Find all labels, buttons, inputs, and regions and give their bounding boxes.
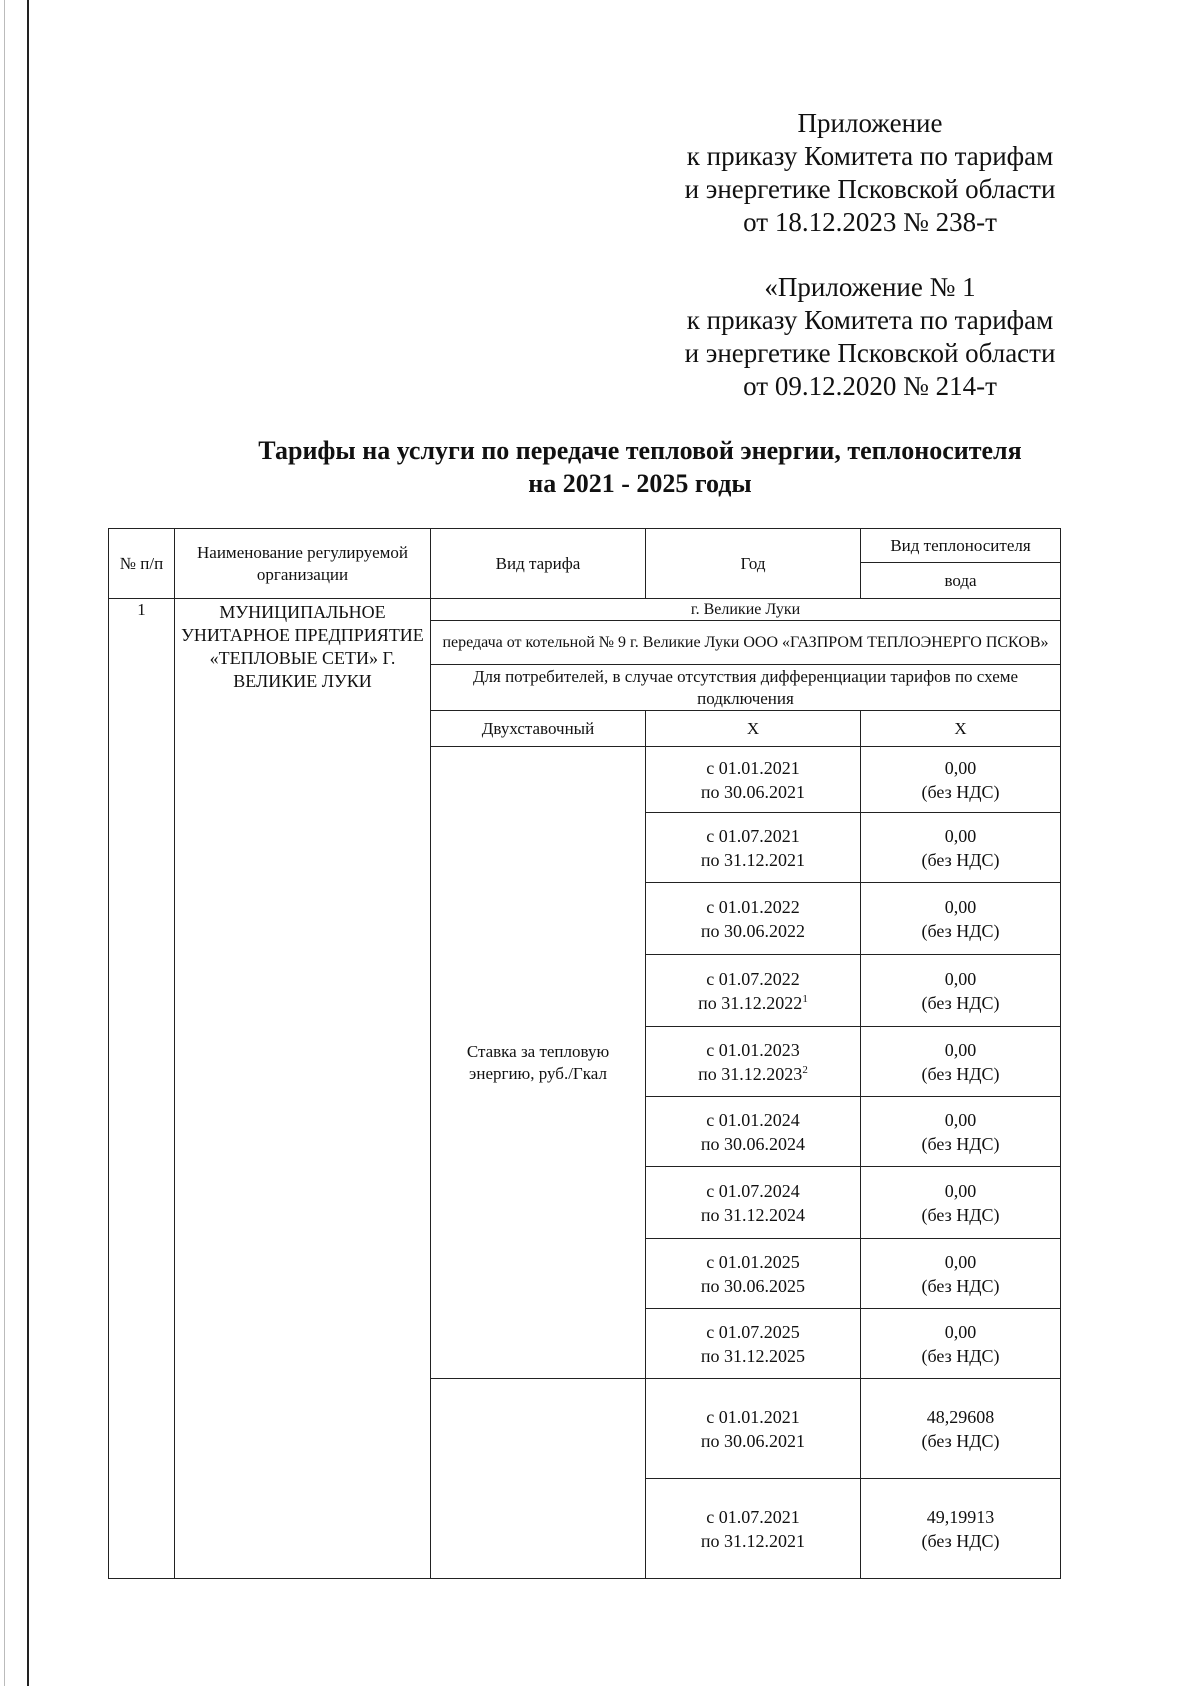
tariff-value-cell: [861, 883, 1061, 955]
tariff-value-cell: [861, 813, 1061, 883]
period-from: с 01.01.2025: [706, 1251, 800, 1272]
period-to: по 31.12.2021: [700, 849, 806, 870]
tariff-value: 48,29608: [926, 1406, 995, 1427]
vat-note: (без НДС): [921, 1530, 1000, 1551]
row-number: 1: [109, 599, 175, 1579]
period-date-cell: [646, 1027, 861, 1097]
rate-label-cell: [431, 747, 646, 1379]
period-to-line: [650, 848, 856, 872]
period-date-cell: [646, 1479, 861, 1579]
scan-border-line: [27, 0, 29, 1686]
tariff-value-cell: [861, 747, 1061, 813]
tariff-value-cell: [861, 1027, 1061, 1097]
period-to-line: [650, 991, 856, 1015]
appendix-header: [660, 107, 1080, 239]
document-title: [200, 434, 1080, 500]
period-from: с 01.01.2021: [706, 1406, 800, 1427]
period-to-line: [650, 1344, 856, 1368]
period-date-cell: [646, 955, 861, 1027]
vat-note: (без НДС): [921, 1204, 1000, 1225]
period-to-line: [650, 780, 856, 804]
period-date-cell: [646, 1167, 861, 1239]
tariff-value-cell: [861, 1239, 1061, 1309]
period-to-line: [650, 1203, 856, 1227]
vat-note: (без НДС): [921, 992, 1000, 1013]
header-line: «Приложение № 1: [764, 272, 976, 302]
tariff-value: 0,00: [944, 1180, 977, 1201]
footnote-mark: 1: [802, 992, 808, 1005]
period-date-cell: [646, 1379, 861, 1479]
period-to-line: [650, 1274, 856, 1298]
tariff-table: [108, 528, 1061, 1579]
appendix-1-header: [660, 271, 1080, 403]
period-from: с 01.01.2023: [706, 1039, 800, 1060]
period-from: с 01.01.2021: [706, 757, 800, 778]
two-rate-value-cell: Х: [861, 711, 1061, 747]
two-rate-year-cell: Х: [646, 711, 861, 747]
period-to: по 31.12.2021: [700, 1530, 806, 1551]
period-date-cell: [646, 1239, 861, 1309]
header-line: к приказу Комитета по тарифам: [686, 305, 1054, 335]
header-line: Приложение: [797, 108, 943, 138]
vat-note: (без НДС): [921, 1133, 1000, 1154]
tariff-value: 0,00: [944, 825, 977, 846]
header-line: к приказу Комитета по тарифам: [686, 141, 1054, 171]
period-date-cell: [646, 883, 861, 955]
period-to: по 31.12.2024: [700, 1204, 806, 1225]
period-from: с 01.07.2022: [706, 968, 800, 989]
period-to-line: [650, 1132, 856, 1156]
title-line-1: Тарифы на услуги по передаче тепловой энергии, теплоносителя: [258, 436, 1022, 465]
tariff-value: 0,00: [944, 1039, 977, 1060]
header-org: Наименование регулируемой организации: [175, 529, 431, 599]
period-from: с 01.07.2021: [706, 1506, 800, 1527]
vat-note: (без НДС): [921, 920, 1000, 941]
title-line-2: на 2021 - 2025 годы: [528, 469, 752, 498]
period-to-line: [650, 1429, 856, 1453]
period-to: по 30.06.2024: [700, 1133, 806, 1154]
consumers-cell: Для потребителей, в случае отсутствия дифференциации тарифов по схеме подключения: [431, 665, 1061, 711]
period-to: по 30.06.2021: [700, 781, 806, 802]
tariff-value-cell: [861, 1479, 1061, 1579]
header-line: и энергетике Псковской области: [684, 338, 1056, 368]
tariff-value: 0,00: [944, 896, 977, 917]
period-date-cell: [646, 747, 861, 813]
period-from: с 01.07.2025: [706, 1321, 800, 1342]
period-to: по 30.06.2022: [700, 920, 806, 941]
period-date-cell: [646, 1097, 861, 1167]
period-to: по 31.12.2022: [698, 992, 803, 1013]
vat-note: (без НДС): [921, 1345, 1000, 1366]
tariff-value-cell: [861, 1097, 1061, 1167]
tariff-value: 0,00: [944, 1109, 977, 1130]
vat-note: (без НДС): [921, 1063, 1000, 1084]
scan-edge: [4, 0, 5, 1686]
tariff-value: 0,00: [944, 1251, 977, 1272]
transfer-cell: передача от котельной № 9 г. Великие Луки ООО «ГАЗПРОМ ТЕПЛОЭНЕРГО ПСКОВ»: [431, 621, 1061, 665]
header-line: и энергетике Псковской области: [684, 174, 1056, 204]
period-to: по 31.12.2023: [698, 1063, 803, 1084]
rate-label: Ставка за тепловую энергию, руб./Гкал: [466, 1041, 610, 1083]
header-year: Год: [646, 529, 861, 599]
rate-label-cell: [431, 1379, 646, 1579]
tariff-value-cell: [861, 1309, 1061, 1379]
vat-note: (без НДС): [921, 1430, 1000, 1451]
period-date-cell: [646, 1309, 861, 1379]
period-to-line: [650, 1529, 856, 1553]
period-to: по 30.06.2025: [700, 1275, 806, 1296]
city-cell: г. Великие Луки: [431, 599, 1061, 621]
period-date-cell: [646, 813, 861, 883]
period-from: с 01.07.2021: [706, 825, 800, 846]
tariff-value: 0,00: [944, 1321, 977, 1342]
vat-note: (без НДС): [921, 781, 1000, 802]
vat-note: (без НДС): [921, 1275, 1000, 1296]
period-from: с 01.01.2022: [706, 896, 800, 917]
period-to: по 30.06.2021: [700, 1430, 806, 1451]
period-from: с 01.01.2024: [706, 1109, 800, 1130]
header-num: № п/п: [109, 529, 175, 599]
period-to-line: [650, 919, 856, 943]
header-water: вода: [861, 563, 1061, 599]
tariff-value: 49,19913: [926, 1506, 995, 1527]
vat-note: (без НДС): [921, 849, 1000, 870]
header-tariff-type: Вид тарифа: [431, 529, 646, 599]
tariff-value: 0,00: [944, 757, 977, 778]
period-to: по 31.12.2025: [700, 1345, 806, 1366]
tariff-value: 0,00: [944, 968, 977, 989]
period-to-line: [650, 1062, 856, 1086]
tariff-value-cell: [861, 1379, 1061, 1479]
header-line: от 09.12.2020 № 214-т: [743, 371, 997, 401]
period-from: с 01.07.2024: [706, 1180, 800, 1201]
tariff-value-cell: [861, 955, 1061, 1027]
footnote-mark: 2: [802, 1063, 808, 1076]
org-name: МУНИЦИПАЛЬНОЕ УНИТАРНОЕ ПРЕДПРИЯТИЕ «ТЕПЛОВЫЕ СЕТИ» Г. ВЕЛИКИЕ ЛУКИ: [175, 599, 431, 1579]
tariff-value-cell: [861, 1167, 1061, 1239]
header-carrier: Вид теплоносителя: [861, 529, 1061, 563]
two-rate-cell: Двухставочный: [431, 711, 646, 747]
header-line: от 18.12.2023 № 238-т: [743, 207, 997, 237]
